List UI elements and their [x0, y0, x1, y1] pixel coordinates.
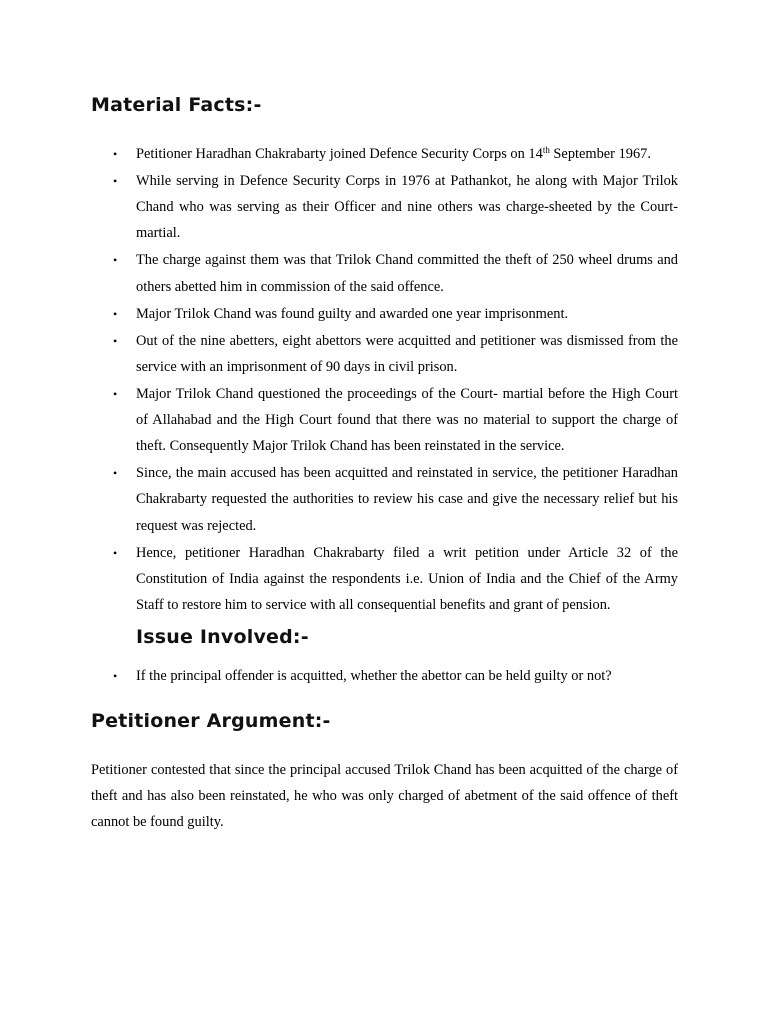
bullet-icon: •	[113, 253, 118, 268]
bullet-icon: •	[113, 545, 118, 560]
bullet-icon: •	[113, 669, 118, 683]
list-item-text: If the principal offender is acquitted, whether the abettor can be held guilty or not?	[136, 668, 612, 684]
list-item-text-after: September 1967.	[549, 146, 651, 162]
bullet-icon: •	[113, 386, 118, 401]
list-item-text: Major Trilok Chand questioned the proceedings of the Court- martial before the High Court of Allahabad and the High Court found that there was no material to support the charge of theft. Consequently Major Trilok Chand has been reinstated in the service.	[136, 385, 678, 455]
bullet-icon: •	[113, 333, 118, 348]
bullet-icon: •	[113, 147, 118, 161]
list-item	[113, 141, 678, 167]
petitioner-argument-heading: Petitioner Argument:-	[91, 710, 331, 732]
list-item	[113, 663, 678, 689]
list-item-text: While serving in Defence Security Corps in 1976 at Pathankot, he along with Major Trilok Chand who was serving as their Officer and nine others was charge-sheeted by the Court- martial.	[136, 173, 678, 242]
list-item-text: Out of the nine abetters, eight abettors were acquitted and petitioner was dismissed from the service with an imprisonment of 90 days in civil prison.	[136, 332, 678, 375]
petitioner-argument-paragraph: Petitioner contested that since the principal accused Trilok Chand has been acquitted of the charge of theft and has also been reinstated, he who was only charged of abetment of the said offence of theft cannot be found guilty.	[91, 762, 678, 831]
list-item-text: Hence, petitioner Haradhan Chakrabarty filed a writ petition under Article 32 of the Constitution of India against the respondents i.e. Union of India and the Chief of the Army Staff to restore him to service with all consequential benefits and grant of pension.	[136, 544, 678, 614]
list-item	[113, 301, 678, 327]
bullet-icon: •	[113, 466, 118, 481]
bullet-icon: •	[113, 306, 118, 321]
ordinal-suffix: th	[542, 145, 550, 155]
list-item	[113, 247, 678, 299]
material-facts-heading: Material Facts:-	[91, 94, 262, 116]
issue-involved-heading: Issue Involved:-	[136, 626, 309, 648]
list-item	[113, 460, 678, 539]
list-item-text: The charge against them was that Trilok Chand committed the theft of 250 wheel drums and others abetted him in commission of the said offence.	[136, 252, 678, 295]
list-item	[113, 168, 678, 247]
list-item	[113, 381, 678, 460]
issue-involved-list	[113, 663, 678, 690]
bullet-icon: •	[113, 174, 118, 188]
list-item	[113, 540, 678, 619]
list-item-text-before: Petitioner Haradhan Chakrabarty joined Defence Security Corps on 14	[136, 146, 543, 162]
material-facts-list	[113, 141, 678, 619]
list-item-text: Since, the main accused has been acquitted and reinstated in service, the petitioner Haradhan Chakrabarty requested the authorities to review his case and give the necessary relief but his request was rejected.	[136, 465, 678, 534]
list-item-text: Major Trilok Chand was found guilty and awarded one year imprisonment.	[136, 305, 569, 322]
list-item	[113, 328, 678, 380]
